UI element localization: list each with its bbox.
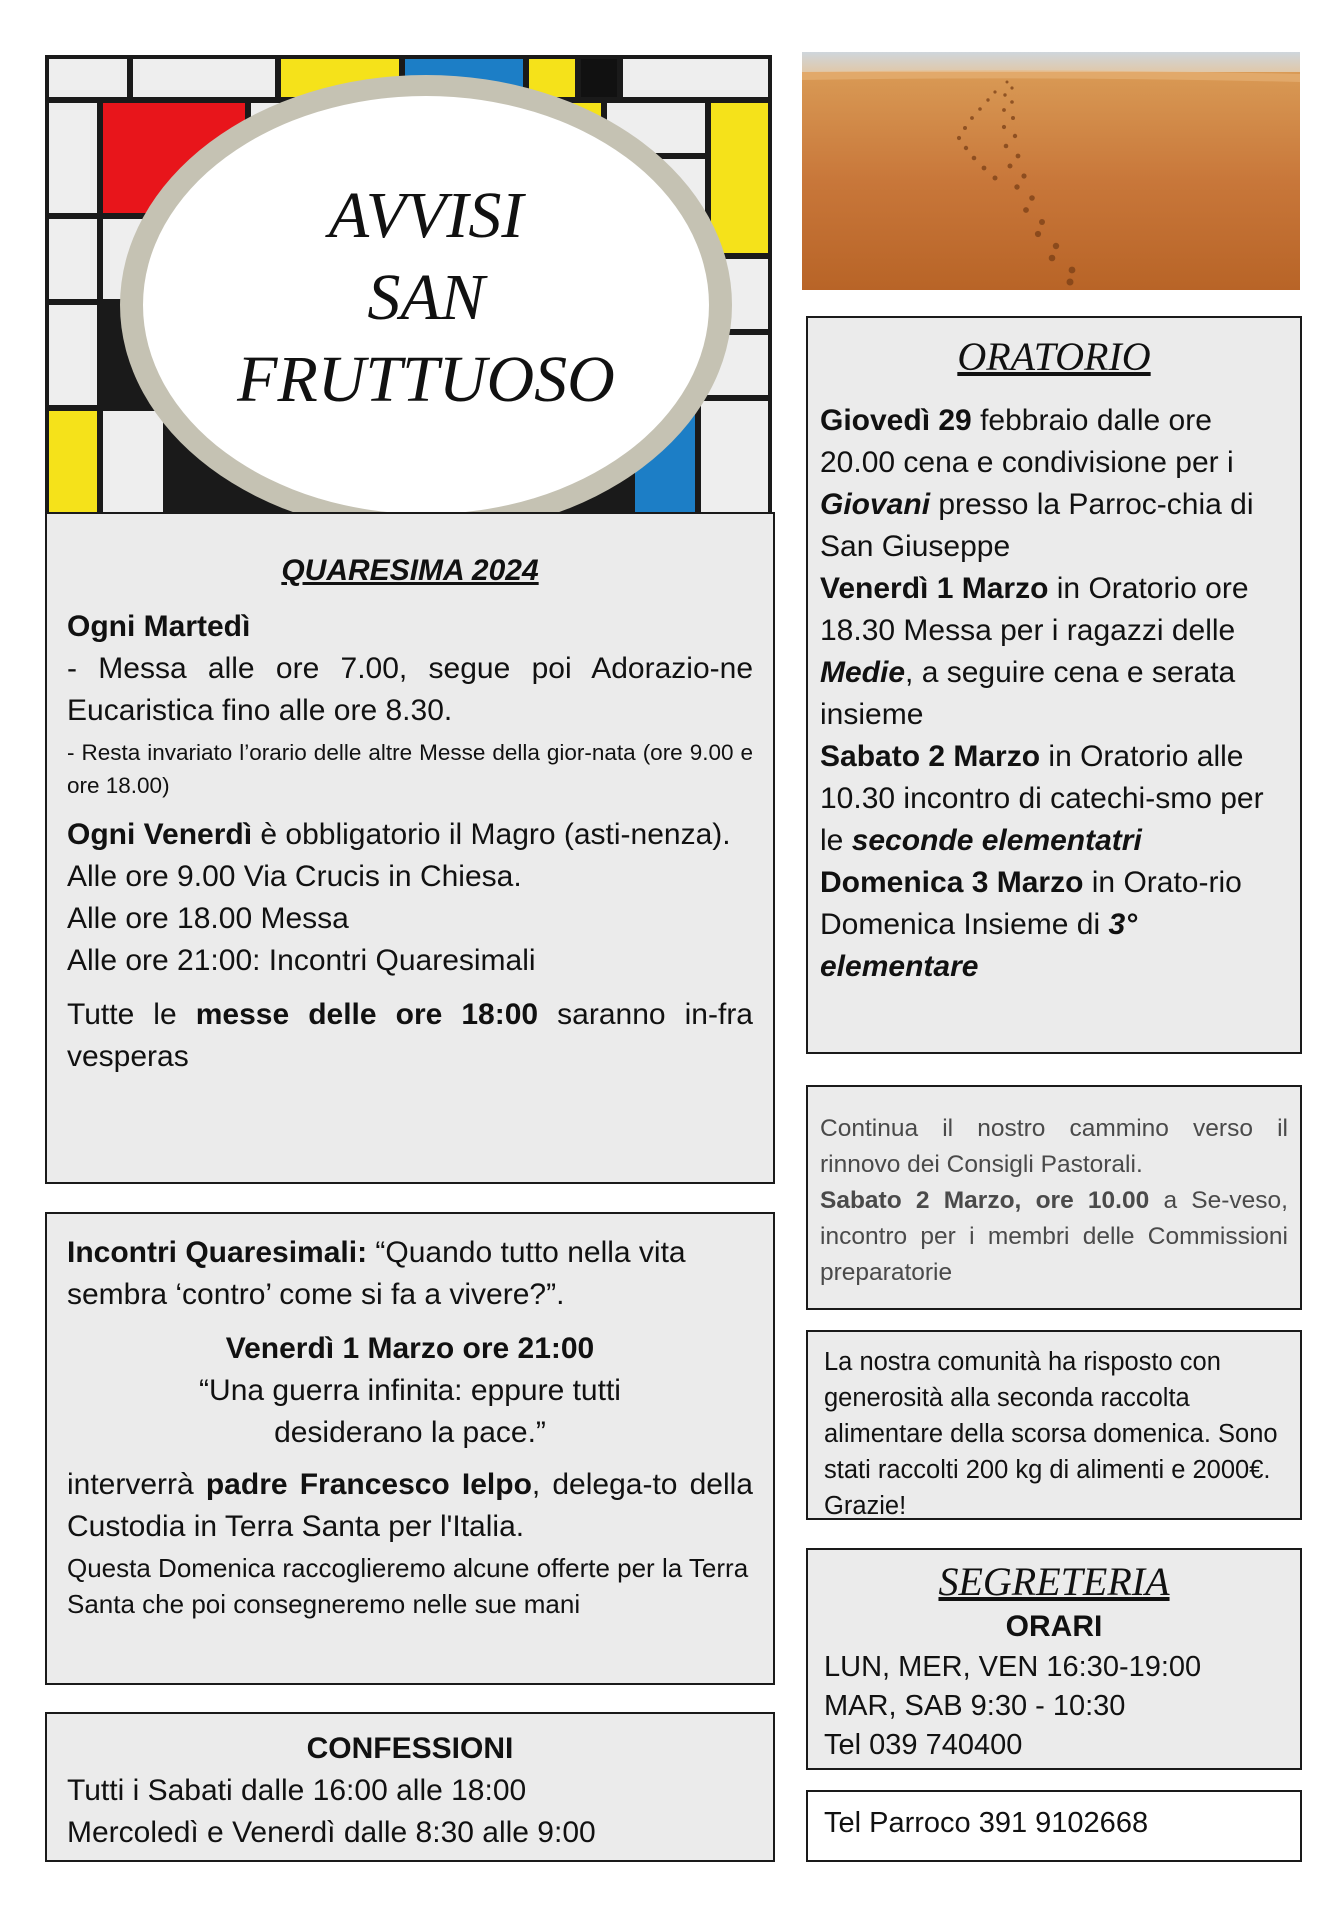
segreteria-box [806, 1548, 1302, 1770]
event-3-seconde: seconde elementatri [851, 824, 1142, 857]
event-4-date: Domenica 3 Marzo [820, 866, 1084, 899]
event-1-text2: presso la Parroc-chia di San Giuseppe [820, 488, 1254, 563]
raccolta-box [806, 1330, 1302, 1520]
incontri-date: Venerdì 1 Marzo ore 21:00 [225, 1332, 595, 1365]
confessioni-line1: Tutti i Sabati dalle 16:00 alle 18:00 [67, 1774, 527, 1807]
title-line-1: AVVISI [328, 179, 524, 252]
consigli-box [806, 1085, 1302, 1310]
incontri-question: “Quando tutto nella vita sembra ‘contro’ come si fa a vivere?”. [67, 1236, 686, 1311]
incontri-offerte: Questa Domenica raccoglieremo alcune offerte per la Terra Santa che poi consegneremo nelle sue mani [67, 1553, 749, 1619]
event-2-text: in Oratorio ore 18.30 Messa per i ragazzi delle [820, 572, 1249, 647]
quaresima-title: QUARESIMA 2024 [281, 554, 539, 587]
incontri-intro [67, 1232, 753, 1316]
event-1-date: Giovedì 29 [820, 404, 972, 437]
event-1-text: febbraio dalle ore 20.00 cena e condivisione per i [820, 404, 1234, 479]
ogni-venerdi-label: Ogni Venerdì [67, 818, 253, 851]
tutte-le: Tutte le [67, 998, 196, 1031]
oratorio-events [820, 400, 1288, 988]
segreteria-line2: MAR, SAB 9:30 - 10:30 [824, 1690, 1126, 1722]
event-4-text: in Orato-rio Domenica Insieme di [820, 866, 1242, 941]
ogni-venerdi [67, 814, 753, 856]
event-3-text: in Oratorio alle 10.30 incontro di catechi-smo per le [820, 740, 1264, 857]
page-title [143, 175, 709, 421]
segreteria-title: SEGRETERIA [938, 1559, 1170, 1604]
quaresima-box [45, 512, 775, 1184]
event-4-terza: 3° elementare [820, 908, 1138, 983]
interverra: interverrà [67, 1468, 206, 1501]
title-line-2: SAN [367, 261, 485, 334]
infra-vesperas [67, 994, 753, 1078]
consigli-rest: a Se-veso, incontro per i membri delle Commissioni preparatorie [820, 1187, 1288, 1286]
desert-footprints-image [802, 52, 1300, 290]
martedi-note: - Resta invariato l’orario delle altre Messe della gior-nata (ore 9.00 e ore 18.00) [67, 740, 753, 798]
oratorio-title: ORATORIO [957, 334, 1151, 379]
event-1-giovani: Giovani [820, 488, 931, 521]
event-2-date: Venerdì 1 Marzo [820, 572, 1049, 605]
confessioni-line2: Mercoledì e Venerdì dalle 8:30 alle 9:00 [67, 1816, 596, 1849]
parroco-box [806, 1790, 1302, 1862]
segreteria-orari: ORARI [1005, 1610, 1103, 1643]
confessioni-title: CONFESSIONI [306, 1732, 514, 1765]
speaker-name: padre Francesco Ielpo [205, 1468, 532, 1501]
messa-18: Alle ore 18.00 Messa [67, 902, 349, 935]
parroco-phone: Tel Parroco 391 9102668 [824, 1807, 1149, 1839]
event-2-text2: , a seguire cena e serata insieme [820, 656, 1236, 731]
segreteria-line1: LUN, MER, VEN 16:30-19:00 [824, 1651, 1202, 1683]
oratorio-box [806, 316, 1302, 1054]
event-3-date: Sabato 2 Marzo [820, 740, 1041, 773]
incontri-label: Incontri Quaresimali: [67, 1236, 368, 1269]
venerdi-text: è obbligatorio il Magro (asti-nenza). [252, 818, 731, 851]
consigli-date: Sabato 2 Marzo, ore 10.00 [820, 1187, 1150, 1214]
speaker-rest: , delega-to della Custodia in Terra Santa per l'Italia. [67, 1468, 753, 1543]
incontri-21: Alle ore 21:00: Incontri Quaresimali [67, 944, 536, 977]
ogni-martedi-label: Ogni Martedì [67, 610, 251, 643]
incontri-speaker [67, 1464, 753, 1548]
via-crucis: Alle ore 9.00 Via Crucis in Chiesa. [67, 860, 522, 893]
title-line-3: FRUTTUOSO [237, 343, 615, 416]
messe-bold: messe delle ore 18:00 [195, 998, 539, 1031]
incontri-quote: “Una guerra infinita: eppure tutti desiderano la pace.” [199, 1374, 621, 1449]
consigli-text [820, 1111, 1288, 1291]
consigli-intro: Continua il nostro cammino verso il rinnovo dei Consigli Pastorali. [820, 1115, 1288, 1178]
infra-text: saranno in-fra vesperas [67, 998, 753, 1073]
martedi-messa: - Messa alle ore 7.00, segue poi Adorazio-ne Eucaristica fino alle ore 8.30. [67, 652, 753, 727]
event-2-medie: Medie [820, 656, 906, 689]
raccolta-text: La nostra comunità ha risposto con generosità alla seconda raccolta alimentare della scorsa domenica. Sono stati raccolti 200 kg di alimenti e 2000€. Grazie! [824, 1348, 1278, 1520]
segreteria-phone: Tel 039 740400 [824, 1729, 1023, 1761]
confessioni-box [45, 1712, 775, 1862]
incontri-box [45, 1212, 775, 1685]
